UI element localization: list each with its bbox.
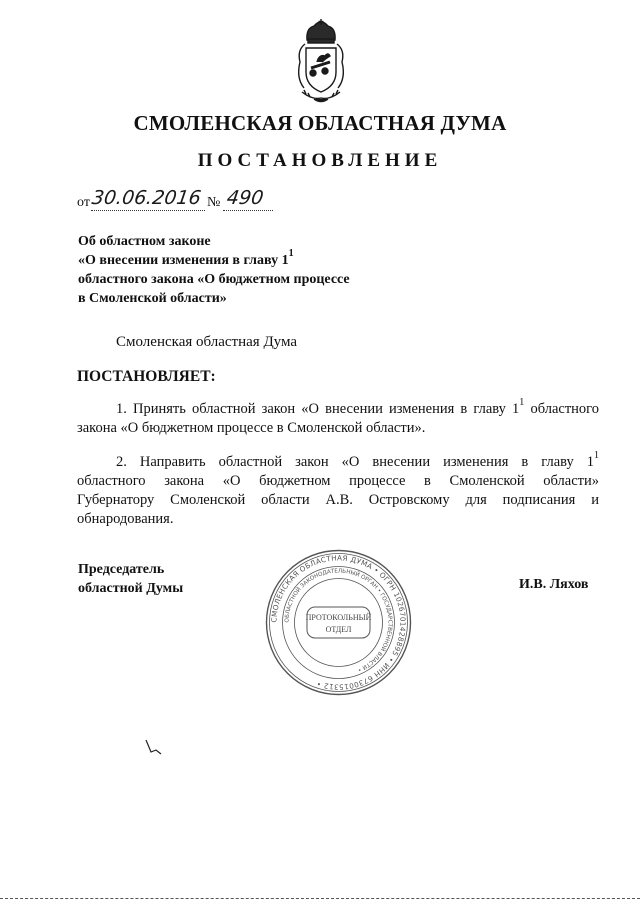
paragraph-line — [77, 397, 599, 419]
document-number: 490 — [225, 187, 265, 209]
paragraph-text: 2. Направить областной закон «О внесении изменения в главу 1 — [116, 454, 594, 470]
paragraph-line: обнародования. — [77, 511, 174, 527]
issuer-line: Смоленская областная Дума — [116, 334, 298, 350]
signatory-title-line: областной Думы — [78, 581, 184, 596]
document-subject — [78, 232, 350, 308]
subject-line: в Смоленской области» — [78, 291, 227, 306]
signatory-title — [78, 560, 183, 598]
signatory-title-line: Председатель — [78, 562, 165, 577]
coat-of-arms-icon — [292, 18, 350, 104]
subject-line: областного закона «О бюджетном процессе — [78, 272, 350, 287]
paragraph-text: 1. Принять областной закон «О внесении изменения в главу 1 — [116, 401, 520, 417]
stamp-inner-text: ОБЛАСТНОЙ ЗАКОНОДАТЕЛЬНЫЙ ОРГАН • ГОСУДАРСТВЕННОЙ ВЛАСТИ • — [284, 568, 393, 673]
number-sign: № — [207, 195, 221, 210]
date-prefix: от — [77, 195, 90, 210]
superscript: 1 — [288, 248, 294, 260]
document-type-title: ПОСТАНОВЛЕНИЕ — [197, 150, 443, 171]
resolution-item-1 — [77, 397, 599, 438]
stamp-outer-text: СМОЛЕНСКАЯ ОБЛАСТНАЯ ДУМА • ОГРН 1026701428895 • ИНН 6730015312 • — [269, 553, 408, 692]
date-number-line — [77, 186, 317, 216]
pen-mark — [143, 738, 163, 760]
official-stamp-icon — [265, 549, 412, 696]
paragraph-line — [77, 450, 599, 472]
superscript: 1 — [519, 397, 525, 409]
signatory-name: И.В. Ляхов — [519, 577, 589, 592]
paragraph-line: закона «О бюджетном процессе в Смоленской области». — [77, 420, 426, 436]
paragraph-line: Губернатору Смоленской области А.В. Островскому для подписания и — [77, 492, 599, 508]
resolves-heading: ПОСТАНОВЛЯЕТ: — [77, 368, 216, 385]
date-underline — [91, 210, 205, 211]
stamp-center-line: ОТДЕЛ — [325, 625, 352, 634]
paragraph-line: областного закона «О бюджетном процессе в Смоленской области» — [77, 473, 599, 489]
subject-line: Об областном законе — [78, 234, 211, 249]
bottom-scan-edge — [0, 898, 640, 899]
superscript: 1 — [594, 450, 599, 462]
resolution-item-2 — [77, 450, 599, 529]
subject-text: «О внесении изменения в главу 1 — [78, 253, 289, 268]
paragraph-text: областного — [524, 401, 599, 417]
document-date: 30.06.2016 — [90, 187, 203, 209]
organization-title: СМОЛЕНСКАЯ ОБЛАСТНАЯ ДУМА — [133, 111, 507, 135]
number-underline — [223, 210, 273, 211]
stamp-center-line: ПРОТОКОЛЬНЫЙ — [305, 613, 372, 622]
subject-line — [78, 248, 350, 270]
